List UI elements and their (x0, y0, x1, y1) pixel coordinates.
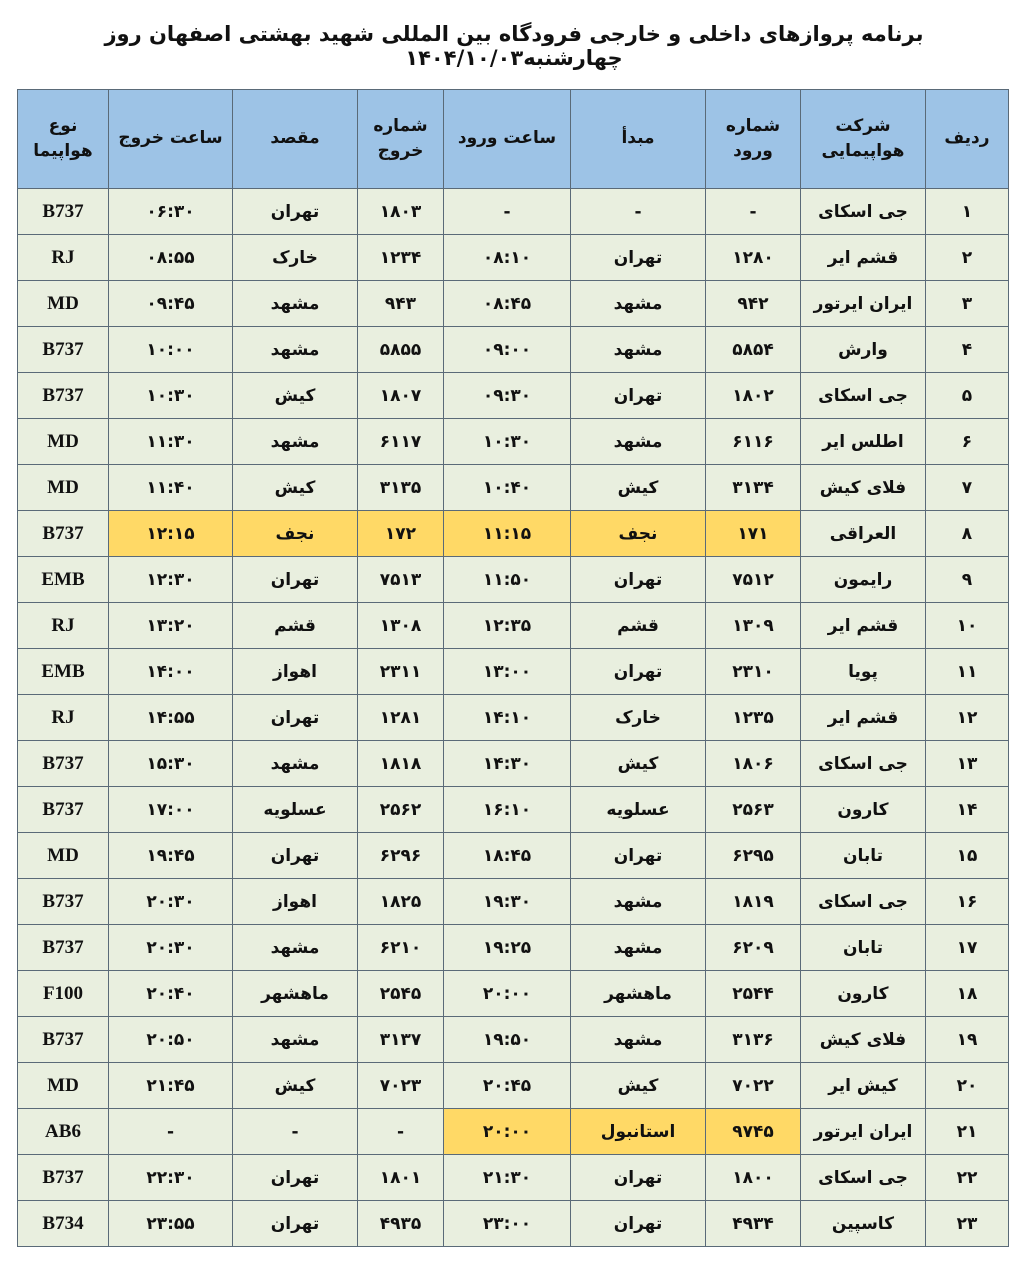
table-row (18, 465, 1009, 511)
cell-type: B737 (18, 327, 109, 373)
cell-origin: نجف (571, 511, 706, 557)
cell-out-time: ۱۰:۳۰ (109, 373, 233, 419)
table-row (18, 511, 1009, 557)
cell-in-no: ۱۸۰۰ (706, 1155, 801, 1201)
cell-origin: قشم (571, 603, 706, 649)
cell-row: ۱۶ (926, 879, 1009, 925)
table-header-row (18, 90, 1009, 189)
cell-in-no: ۱۲۳۵ (706, 695, 801, 741)
cell-out-time: ۲۳:۵۵ (109, 1201, 233, 1247)
table-row (18, 557, 1009, 603)
cell-type: B734 (18, 1201, 109, 1247)
cell-out-no: ۱۸۰۱ (358, 1155, 444, 1201)
cell-out-time: ۲۰:۴۰ (109, 971, 233, 1017)
cell-type: B737 (18, 1155, 109, 1201)
column-header-airline: شرکت هواپیمایی (801, 90, 926, 189)
cell-dest: تهران (233, 1155, 358, 1201)
cell-out-time: ۱۷:۰۰ (109, 787, 233, 833)
cell-type: B737 (18, 373, 109, 419)
cell-type: EMB (18, 649, 109, 695)
cell-out-time: ۱۳:۲۰ (109, 603, 233, 649)
cell-in-time: - (444, 189, 571, 235)
cell-out-no: ۱۸۰۳ (358, 189, 444, 235)
cell-out-no: ۳۱۳۷ (358, 1017, 444, 1063)
cell-type: B737 (18, 741, 109, 787)
table-row (18, 1017, 1009, 1063)
cell-airline: وارش (801, 327, 926, 373)
column-header-row: ردیف (926, 90, 1009, 189)
cell-origin: استانبول (571, 1109, 706, 1155)
cell-type: EMB (18, 557, 109, 603)
cell-dest: مشهد (233, 419, 358, 465)
cell-origin: مشهد (571, 327, 706, 373)
cell-airline: ایران ایرتور (801, 281, 926, 327)
cell-row: ۲۲ (926, 1155, 1009, 1201)
cell-origin: خارک (571, 695, 706, 741)
table-row (18, 695, 1009, 741)
cell-row: ۷ (926, 465, 1009, 511)
cell-origin: مشهد (571, 879, 706, 925)
cell-in-time: ۱۲:۳۵ (444, 603, 571, 649)
cell-in-time: ۱۹:۲۵ (444, 925, 571, 971)
cell-row: ۹ (926, 557, 1009, 603)
cell-origin: مشهد (571, 925, 706, 971)
table-row (18, 235, 1009, 281)
cell-out-time: - (109, 1109, 233, 1155)
cell-type: RJ (18, 695, 109, 741)
cell-dest: ماهشهر (233, 971, 358, 1017)
cell-in-time: ۲۰:۰۰ (444, 971, 571, 1017)
cell-in-no: ۲۵۶۳ (706, 787, 801, 833)
cell-type: AB6 (18, 1109, 109, 1155)
cell-in-time: ۱۹:۳۰ (444, 879, 571, 925)
cell-out-no: ۱۳۰۸ (358, 603, 444, 649)
cell-in-no: ۶۱۱۶ (706, 419, 801, 465)
cell-type: MD (18, 419, 109, 465)
cell-type: MD (18, 1063, 109, 1109)
cell-origin: کیش (571, 741, 706, 787)
cell-airline: تابان (801, 925, 926, 971)
cell-out-time: ۱۵:۳۰ (109, 741, 233, 787)
cell-type: MD (18, 465, 109, 511)
cell-out-time: ۰۸:۵۵ (109, 235, 233, 281)
cell-out-no: ۴۹۳۵ (358, 1201, 444, 1247)
column-header-in-no: شماره ورود (706, 90, 801, 189)
cell-airline: ایران ایرتور (801, 1109, 926, 1155)
cell-out-no: ۶۲۹۶ (358, 833, 444, 879)
cell-in-no: ۲۵۴۴ (706, 971, 801, 1017)
cell-airline: العراقی (801, 511, 926, 557)
cell-row: ۱۸ (926, 971, 1009, 1017)
cell-row: ۱ (926, 189, 1009, 235)
cell-in-no: ۴۹۳۴ (706, 1201, 801, 1247)
cell-in-time: ۱۰:۴۰ (444, 465, 571, 511)
cell-dest: مشهد (233, 327, 358, 373)
cell-in-time: ۱۶:۱۰ (444, 787, 571, 833)
table-row (18, 1155, 1009, 1201)
cell-origin: تهران (571, 557, 706, 603)
cell-in-no: ۶۲۰۹ (706, 925, 801, 971)
cell-origin: تهران (571, 235, 706, 281)
cell-out-no: ۶۱۱۷ (358, 419, 444, 465)
table-body (18, 189, 1009, 1247)
cell-dest: خارک (233, 235, 358, 281)
cell-in-no: - (706, 189, 801, 235)
cell-type: B737 (18, 189, 109, 235)
table-row (18, 603, 1009, 649)
cell-airline: قشم ایر (801, 235, 926, 281)
cell-row: ۲۳ (926, 1201, 1009, 1247)
cell-airline: قشم ایر (801, 695, 926, 741)
cell-airline: فلای کیش (801, 1017, 926, 1063)
cell-in-no: ۳۱۳۴ (706, 465, 801, 511)
cell-in-time: ۱۱:۵۰ (444, 557, 571, 603)
cell-in-time: ۰۸:۱۰ (444, 235, 571, 281)
table-row (18, 327, 1009, 373)
cell-in-no: ۶۲۹۵ (706, 833, 801, 879)
cell-dest: تهران (233, 833, 358, 879)
cell-dest: تهران (233, 189, 358, 235)
cell-origin: - (571, 189, 706, 235)
table-row (18, 879, 1009, 925)
table-row (18, 373, 1009, 419)
cell-origin: مشهد (571, 281, 706, 327)
cell-out-time: ۲۰:۳۰ (109, 925, 233, 971)
cell-origin: تهران (571, 649, 706, 695)
cell-in-no: ۷۰۲۲ (706, 1063, 801, 1109)
cell-in-time: ۱۸:۴۵ (444, 833, 571, 879)
cell-out-time: ۱۹:۴۵ (109, 833, 233, 879)
column-header-in-time: ساعت ورود (444, 90, 571, 189)
cell-in-no: ۳۱۳۶ (706, 1017, 801, 1063)
table-row (18, 1201, 1009, 1247)
cell-out-no: ۲۵۴۵ (358, 971, 444, 1017)
cell-origin: مشهد (571, 419, 706, 465)
cell-airline: کارون (801, 787, 926, 833)
column-header-type: نوع هواپیما (18, 90, 109, 189)
column-header-dest: مقصد (233, 90, 358, 189)
cell-out-time: ۱۰:۰۰ (109, 327, 233, 373)
cell-dest: مشهد (233, 1017, 358, 1063)
cell-out-no: ۶۲۱۰ (358, 925, 444, 971)
cell-dest: تهران (233, 557, 358, 603)
cell-in-no: ۱۲۸۰ (706, 235, 801, 281)
table-row (18, 971, 1009, 1017)
cell-dest: تهران (233, 1201, 358, 1247)
cell-airline: جی اسکای (801, 373, 926, 419)
cell-out-time: ۱۱:۳۰ (109, 419, 233, 465)
cell-origin: مشهد (571, 1017, 706, 1063)
cell-row: ۲۱ (926, 1109, 1009, 1155)
cell-row: ۲ (926, 235, 1009, 281)
cell-out-time: ۲۰:۵۰ (109, 1017, 233, 1063)
cell-airline: جی اسکای (801, 189, 926, 235)
cell-in-no: ۵۸۵۴ (706, 327, 801, 373)
cell-type: F100 (18, 971, 109, 1017)
cell-dest: اهواز (233, 879, 358, 925)
cell-in-time: ۲۰:۰۰ (444, 1109, 571, 1155)
cell-airline: جی اسکای (801, 879, 926, 925)
cell-airline: جی اسکای (801, 1155, 926, 1201)
table-row (18, 925, 1009, 971)
table-row (18, 1109, 1009, 1155)
cell-type: B737 (18, 879, 109, 925)
cell-in-time: ۱۴:۳۰ (444, 741, 571, 787)
cell-out-no: ۲۳۱۱ (358, 649, 444, 695)
cell-airline: کاسپین (801, 1201, 926, 1247)
cell-type: RJ (18, 603, 109, 649)
cell-in-no: ۹۴۲ (706, 281, 801, 327)
cell-dest: اهواز (233, 649, 358, 695)
table-row (18, 189, 1009, 235)
cell-row: ۱۲ (926, 695, 1009, 741)
cell-dest: مشهد (233, 281, 358, 327)
cell-out-no: ۱۸۲۵ (358, 879, 444, 925)
cell-row: ۱۷ (926, 925, 1009, 971)
cell-dest: کیش (233, 373, 358, 419)
cell-out-no: ۱۷۲ (358, 511, 444, 557)
cell-out-no: ۱۸۰۷ (358, 373, 444, 419)
table-row (18, 787, 1009, 833)
table-row (18, 649, 1009, 695)
cell-dest: - (233, 1109, 358, 1155)
cell-origin: تهران (571, 833, 706, 879)
flight-schedule-table (17, 89, 1009, 1247)
cell-out-no: ۲۵۶۲ (358, 787, 444, 833)
cell-airline: کارون (801, 971, 926, 1017)
cell-in-time: ۲۳:۰۰ (444, 1201, 571, 1247)
cell-type: B737 (18, 787, 109, 833)
cell-row: ۱۹ (926, 1017, 1009, 1063)
cell-out-no: ۱۲۳۴ (358, 235, 444, 281)
cell-out-no: ۷۵۱۳ (358, 557, 444, 603)
cell-dest: کیش (233, 465, 358, 511)
cell-dest: مشهد (233, 925, 358, 971)
cell-out-time: ۲۲:۳۰ (109, 1155, 233, 1201)
cell-airline: کیش ایر (801, 1063, 926, 1109)
cell-origin: تهران (571, 1201, 706, 1247)
column-header-origin: مبدأ (571, 90, 706, 189)
cell-dest: کیش (233, 1063, 358, 1109)
cell-out-time: ۱۴:۵۵ (109, 695, 233, 741)
cell-out-time: ۰۶:۳۰ (109, 189, 233, 235)
cell-dest: عسلویه (233, 787, 358, 833)
cell-out-time: ۱۲:۱۵ (109, 511, 233, 557)
cell-out-no: - (358, 1109, 444, 1155)
cell-in-time: ۲۰:۴۵ (444, 1063, 571, 1109)
cell-in-no: ۱۷۱ (706, 511, 801, 557)
cell-in-time: ۱۳:۰۰ (444, 649, 571, 695)
cell-origin: عسلویه (571, 787, 706, 833)
cell-type: RJ (18, 235, 109, 281)
cell-out-no: ۱۸۱۸ (358, 741, 444, 787)
cell-out-no: ۹۴۳ (358, 281, 444, 327)
cell-in-time: ۰۸:۴۵ (444, 281, 571, 327)
cell-out-no: ۳۱۳۵ (358, 465, 444, 511)
table-row (18, 1063, 1009, 1109)
cell-row: ۱۰ (926, 603, 1009, 649)
table-row (18, 419, 1009, 465)
cell-out-no: ۱۲۸۱ (358, 695, 444, 741)
cell-dest: مشهد (233, 741, 358, 787)
cell-in-time: ۱۱:۱۵ (444, 511, 571, 557)
cell-airline: فلای کیش (801, 465, 926, 511)
cell-row: ۱۱ (926, 649, 1009, 695)
cell-airline: جی اسکای (801, 741, 926, 787)
cell-out-time: ۰۹:۴۵ (109, 281, 233, 327)
cell-row: ۳ (926, 281, 1009, 327)
cell-type: MD (18, 833, 109, 879)
cell-origin: ماهشهر (571, 971, 706, 1017)
cell-out-no: ۵۸۵۵ (358, 327, 444, 373)
cell-type: B737 (18, 1017, 109, 1063)
cell-origin: تهران (571, 1155, 706, 1201)
cell-airline: اطلس ایر (801, 419, 926, 465)
cell-out-no: ۷۰۲۳ (358, 1063, 444, 1109)
cell-airline: رایمون (801, 557, 926, 603)
cell-origin: تهران (571, 373, 706, 419)
cell-in-no: ۱۸۰۲ (706, 373, 801, 419)
cell-dest: تهران (233, 695, 358, 741)
cell-out-time: ۲۱:۴۵ (109, 1063, 233, 1109)
cell-airline: قشم ایر (801, 603, 926, 649)
cell-in-no: ۱۸۱۹ (706, 879, 801, 925)
cell-dest: نجف (233, 511, 358, 557)
cell-in-time: ۱۹:۵۰ (444, 1017, 571, 1063)
cell-in-time: ۱۰:۳۰ (444, 419, 571, 465)
cell-row: ۲۰ (926, 1063, 1009, 1109)
column-header-out-time: ساعت خروج (109, 90, 233, 189)
cell-in-time: ۰۹:۰۰ (444, 327, 571, 373)
cell-origin: کیش (571, 465, 706, 511)
cell-out-time: ۱۱:۴۰ (109, 465, 233, 511)
cell-row: ۱۵ (926, 833, 1009, 879)
cell-airline: پویا (801, 649, 926, 695)
cell-type: MD (18, 281, 109, 327)
cell-row: ۱۳ (926, 741, 1009, 787)
cell-row: ۶ (926, 419, 1009, 465)
cell-row: ۵ (926, 373, 1009, 419)
page-title: برنامه پروازهای داخلی و خارجی فرودگاه بین المللی شهید بهشتی اصفهان روز چهارشنبه۱۴۰۴/۱۰/۰۳ (104, 22, 924, 70)
cell-airline: تابان (801, 833, 926, 879)
cell-in-time: ۰۹:۳۰ (444, 373, 571, 419)
cell-row: ۱۴ (926, 787, 1009, 833)
cell-out-time: ۲۰:۳۰ (109, 879, 233, 925)
cell-out-time: ۱۲:۳۰ (109, 557, 233, 603)
cell-in-no: ۲۳۱۰ (706, 649, 801, 695)
table-row (18, 741, 1009, 787)
cell-in-no: ۹۷۴۵ (706, 1109, 801, 1155)
cell-type: B737 (18, 511, 109, 557)
cell-in-no: ۱۳۰۹ (706, 603, 801, 649)
cell-out-time: ۱۴:۰۰ (109, 649, 233, 695)
cell-in-no: ۷۵۱۲ (706, 557, 801, 603)
cell-row: ۴ (926, 327, 1009, 373)
cell-origin: کیش (571, 1063, 706, 1109)
table-row (18, 281, 1009, 327)
cell-in-no: ۱۸۰۶ (706, 741, 801, 787)
cell-type: B737 (18, 925, 109, 971)
cell-row: ۸ (926, 511, 1009, 557)
cell-in-time: ۲۱:۳۰ (444, 1155, 571, 1201)
column-header-out-no: شماره خروج (358, 90, 444, 189)
cell-in-time: ۱۴:۱۰ (444, 695, 571, 741)
cell-dest: قشم (233, 603, 358, 649)
table-row (18, 833, 1009, 879)
